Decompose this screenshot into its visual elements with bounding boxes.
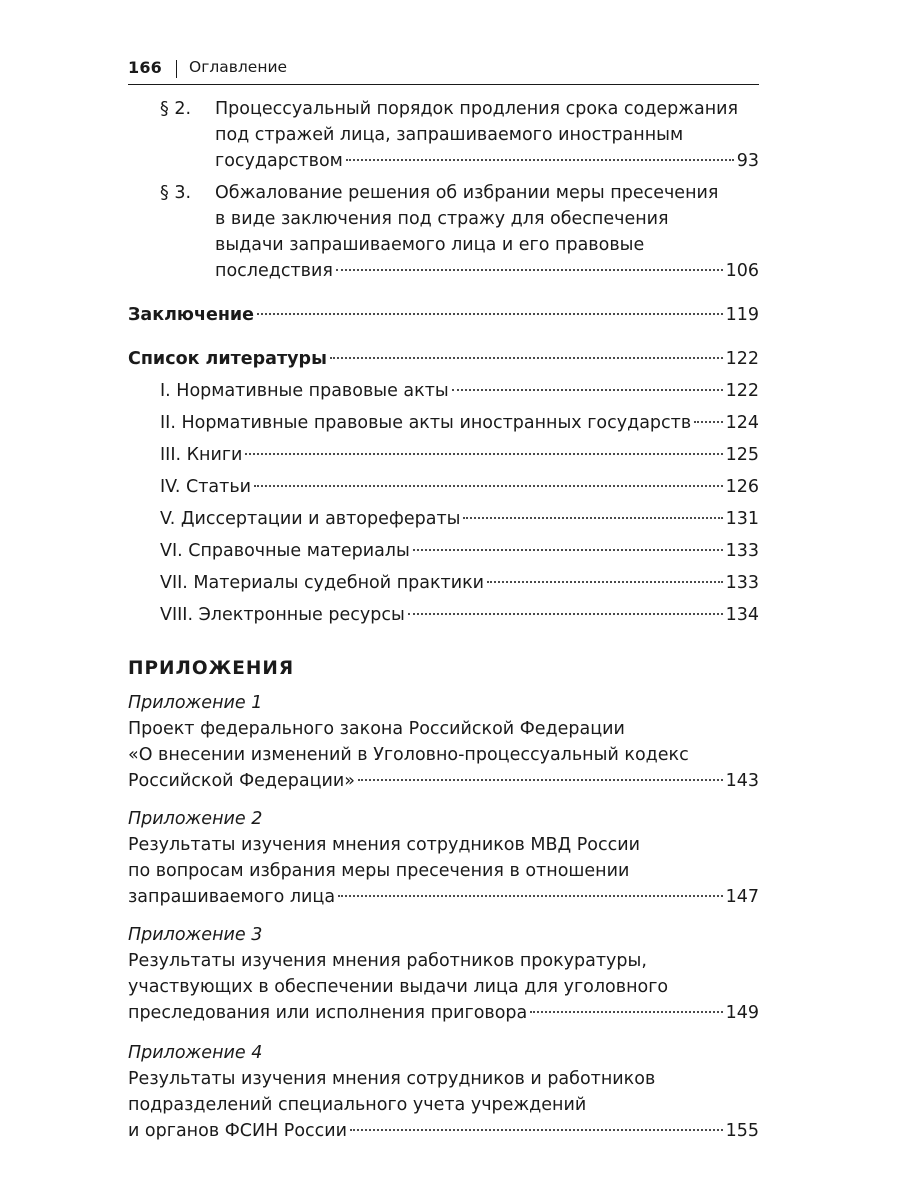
entry-page: 149 (725, 1003, 759, 1023)
dot-leader (413, 549, 723, 551)
dot-leader (408, 613, 723, 615)
dot-leader (257, 313, 723, 315)
dot-leader (330, 357, 723, 359)
entry-text: запрашиваемого лица (128, 887, 336, 907)
dot-leader (694, 421, 722, 423)
entry-text: V. Диссертации и авторефераты (160, 509, 461, 529)
appendix-label: Приложение 3 (128, 925, 263, 945)
entry-text: VIII. Электронные ресурсы (160, 605, 405, 625)
appendix-title-line: Результаты изучения мнения сотрудников и работников (128, 1069, 656, 1089)
running-header (128, 58, 759, 85)
appendix-title-line: Проект федерального закона Российской Федерации (128, 719, 625, 739)
dot-leader (338, 895, 723, 897)
entry-text: IV. Статьи (160, 477, 252, 497)
toc-entry-bibliography[interactable] (128, 346, 759, 372)
toc-entry-bib-6[interactable] (160, 538, 759, 564)
appendix-title-line: по вопросам избрания меры пресечения в отношении (128, 861, 630, 881)
toc-entry-bib-7[interactable] (160, 570, 759, 596)
entry-page: 122 (725, 349, 759, 369)
section-title-line: выдачи запрашиваемого лица и его правовые (215, 235, 645, 255)
toc-entry-conclusion[interactable] (128, 302, 759, 328)
section-title-line: под стражей лица, запрашиваемого иностранным (215, 125, 684, 145)
dot-leader (452, 389, 723, 391)
toc-entry-bib-3[interactable] (160, 442, 759, 468)
dot-leader (487, 581, 723, 583)
entry-text: VII. Материалы судебной практики (160, 573, 485, 593)
entry-page: 133 (725, 573, 759, 593)
entry-page: 124 (725, 413, 759, 433)
dot-leader (350, 1129, 723, 1131)
appendix-label: Приложение 4 (128, 1043, 263, 1063)
page-number: 166 (128, 58, 162, 77)
section-title-line: в виде заключения под стражу для обеспечения (215, 209, 669, 229)
toc-entry-bib-2[interactable] (160, 410, 759, 436)
section-title-line: Процессуальный порядок продления срока содержания (215, 99, 739, 119)
appendices-heading: ПРИЛОЖЕНИЯ (128, 658, 295, 679)
entry-text: последствия (215, 261, 333, 281)
entry-page: 133 (725, 541, 759, 561)
dot-leader (336, 269, 723, 271)
toc-entry-section-3[interactable] (215, 258, 759, 284)
section-number: § 2. (160, 99, 192, 119)
toc-entry-bib-1[interactable] (160, 378, 759, 404)
section-number: § 3. (160, 183, 192, 203)
entry-text: государством (215, 151, 343, 171)
appendix-title-line: Результаты изучения мнения сотрудников МВД России (128, 835, 640, 855)
entry-page: 126 (725, 477, 759, 497)
dot-leader (346, 159, 734, 161)
entry-text: III. Книги (160, 445, 243, 465)
header-separator (176, 60, 177, 78)
appendix-title-line: участвующих в обеспечении выдачи лица для уголовного (128, 977, 669, 997)
entry-page: 155 (725, 1121, 759, 1141)
entry-page: 134 (725, 605, 759, 625)
appendix-title-line: подразделений специального учета учреждений (128, 1095, 587, 1115)
entry-page: 131 (725, 509, 759, 529)
dot-leader (254, 485, 723, 487)
appendix-label: Приложение 2 (128, 809, 263, 829)
toc-entry-appendix-2[interactable] (128, 884, 759, 910)
entry-text: II. Нормативные правовые акты иностранных государств (160, 413, 692, 433)
section-title-line: Обжалование решения об избрании меры пресечения (215, 183, 719, 203)
entry-page: 122 (725, 381, 759, 401)
toc-entry-appendix-3[interactable] (128, 1000, 759, 1026)
entry-text: VI. Справочные материалы (160, 541, 410, 561)
toc-entry-bib-4[interactable] (160, 474, 759, 500)
toc-entry-section-2[interactable] (215, 148, 759, 174)
dot-leader (530, 1011, 722, 1013)
entry-text: преследования или исполнения приговора (128, 1003, 528, 1023)
dot-leader (358, 779, 723, 781)
toc-entry-bib-8[interactable] (160, 602, 759, 628)
entry-page: 143 (725, 771, 759, 791)
toc-entry-appendix-1[interactable] (128, 768, 759, 794)
entry-text: Список литературы (128, 349, 327, 369)
toc-page (128, 0, 759, 1200)
appendix-title-line: Результаты изучения мнения работников прокуратуры, (128, 951, 647, 971)
appendix-label: Приложение 1 (128, 693, 263, 713)
entry-page: 147 (725, 887, 759, 907)
entry-page: 125 (725, 445, 759, 465)
dot-leader (245, 453, 722, 455)
entry-page: 106 (725, 261, 759, 281)
entry-text: и органов ФСИН России (128, 1121, 348, 1141)
dot-leader (463, 517, 722, 519)
entry-page: 93 (736, 151, 759, 171)
toc-entry-bib-5[interactable] (160, 506, 759, 532)
entry-text: Российской Федерации» (128, 771, 355, 791)
appendix-title-line: «О внесении изменений в Уголовно-процессуальный кодекс (128, 745, 689, 765)
entry-page: 119 (725, 305, 759, 325)
entry-text: I. Нормативные правовые акты (160, 381, 449, 401)
running-title: Оглавление (189, 58, 288, 76)
toc-entry-appendix-4[interactable] (128, 1118, 759, 1144)
entry-text: Заключение (128, 305, 255, 325)
